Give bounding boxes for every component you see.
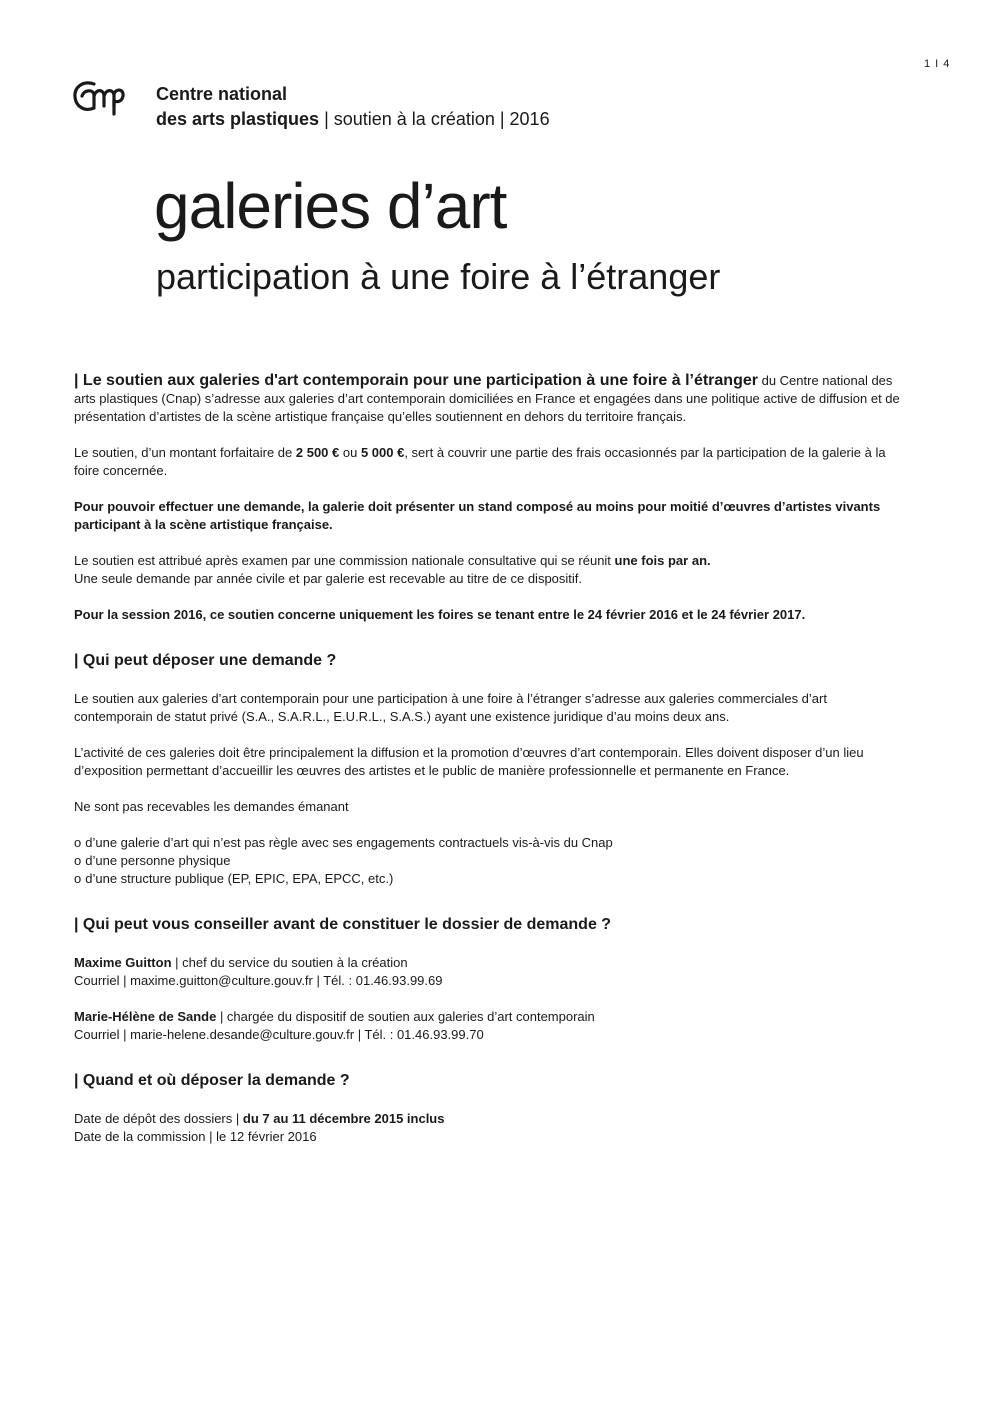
document-body [74,372,904,1146]
commission-date: Date de la commission | le 12 février 2016 [74,1129,317,1144]
condition-text: Pour pouvoir effectuer une demande, la galerie doit présenter un stand composé au moins pour moitié d’œuvres d’artistes vivants participant à la scène artistique française. [74,499,881,532]
commission-paragraph [74,552,904,570]
amount-text-mid: ou [339,445,361,460]
condition-paragraph [74,498,904,534]
commission-frequency: une fois par an. [614,553,711,568]
exclusion-list [74,834,904,888]
session-text: Pour la session 2016, ce soutien concerne uniquement les foires se tenant entre le 24 février 2016 et le 24 février 2017. [74,607,806,622]
deposit-period: du 7 au 11 décembre 2015 inclus [242,1111,445,1126]
list-item [74,852,904,870]
who-paragraph-2: L’activité de ces galeries doit être principalement la diffusion et la promotion d’œuvres d’art contemporain. Elles doivent disposer d’un lieu d’exposition permettant d’accueillir les œuvres des artistes et le public de manière professionnelle et permanente en France. [74,745,864,778]
org-name-line1: Centre national [156,84,288,104]
page-number: 1 I 4 [924,58,951,70]
contact-2 [74,1008,904,1026]
contact-2-name: Marie-Hélène de Sande [74,1009,217,1024]
section-heading-who: | Qui peut déposer une demande ? [74,652,337,669]
page-subtitle: participation à une foire à l’étranger [156,256,721,297]
list-item-text: d’une personne physique [85,853,231,868]
contact-1-role: | chef du service du soutien à la création [171,955,408,970]
amount-text-pre: Le soutien, d’un montant forfaitaire de [74,445,296,460]
intro-paragraph [74,372,904,426]
who-paragraph-3: Ne sont pas recevables les demandes émanant [74,799,349,814]
list-item [74,834,904,852]
list-item-text: d’une structure publique (EP, EPIC, EPA, EPCC, etc.) [85,871,394,886]
list-item-text: d’une galerie d’art qui n’est pas règle avec ses engagements contractuels vis-à-vis du Cnap [85,835,613,850]
org-subline: | soutien à la création | 2016 [319,109,550,129]
bullet-circle-icon: o [74,835,82,850]
cnap-logo-icon [72,76,126,116]
org-name-line2: des arts plastiques [156,109,320,129]
deposit-dates [74,1110,904,1128]
session-paragraph [74,606,904,624]
section-heading-when: | Quand et où déposer la demande ? [74,1072,350,1089]
bullet-circle-icon: o [74,871,82,886]
amount-paragraph [74,444,904,480]
contact-2-role: | chargée du dispositif de soutien aux galeries d’art contemporain [216,1009,595,1024]
contact-1-details: Courriel | maxime.guitton@culture.gouv.fr | Tél. : 01.46.93.99.69 [74,973,443,988]
intro-lead: | Le soutien aux galeries d'art contemporain pour une participation à une foire à l’étranger [74,372,758,389]
amount-2: 5 000 € [360,445,405,460]
contact-1-name: Maxime Guitton [74,955,172,970]
who-paragraph-1: Le soutien aux galeries d’art contemporain pour une participation à une foire à l’étranger s’adresse aux galeries commerciales d’art contemporain de statut privé (S.A., S.A.R.L., E.U.R.L., S.A.S.) ayant une existence juridique d’au moins deux ans. [74,691,827,724]
intro-lead-rest: du Centre national des arts plastiques (Cnap) s’adresse aux galeries d’art contemporain domiciliées en France et engagées dans une politique active de diffusion et de présentation d’artistes de la scène artistique française qu’elles soutiennent en dehors du territoire français. [74,373,900,424]
amount-text-post: , sert à couvrir une partie des frais occasionnés par la participation de la galerie à la foire concernée. [74,445,886,478]
bullet-circle-icon: o [74,853,82,868]
page-title: galeries d’art [154,170,507,242]
contact-2-details: Courriel | marie-helene.desande@culture.gouv.fr | Tél. : 01.46.93.99.70 [74,1027,484,1042]
contact-1 [74,954,904,972]
section-heading-advice: | Qui peut vous conseiller avant de constituer le dossier de demande ? [74,916,612,933]
commission-text: Le soutien est attribué après examen par une commission nationale consultative qui se réunit [74,553,615,568]
deposit-label: Date de dépôt des dossiers | [74,1111,243,1126]
amount-1: 2 500 € [295,445,340,460]
list-item [74,870,904,888]
one-request-paragraph: Une seule demande par année civile et par galerie est recevable au titre de ce dispositif. [74,571,583,586]
organization-header [156,82,550,132]
